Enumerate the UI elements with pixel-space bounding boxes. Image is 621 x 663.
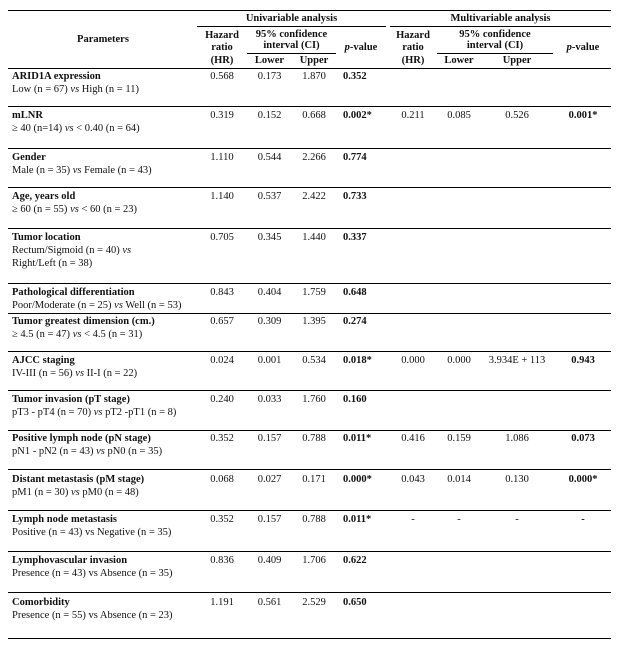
- uni-lower-cell: 0.537: [257, 191, 282, 202]
- row-comparison: [12, 368, 137, 380]
- row-rule: [8, 228, 611, 229]
- uni-p-cell: 0.018*: [343, 355, 372, 366]
- row-title: Distant metastasis (pM stage): [12, 474, 145, 485]
- uni-lower-cell: 0.345: [257, 232, 282, 243]
- header-bottom-rule: [8, 68, 611, 69]
- uni-p-cell: 0.622: [343, 555, 367, 566]
- uni-p-suffix: -value: [349, 42, 378, 53]
- uni-p-cell: 0.774: [343, 152, 367, 163]
- row-rule: [8, 592, 611, 593]
- uni-upper-cell: 0.668: [302, 110, 326, 121]
- row-rule: [8, 187, 611, 188]
- multi-p-cell: 0.001*: [568, 110, 598, 121]
- uni-hr-cell: 1.191: [210, 597, 234, 608]
- multi-p-cell: 0.943: [571, 355, 595, 366]
- row-rule: [8, 283, 611, 284]
- vs-text: vs: [114, 300, 123, 311]
- uni-hr-line3: (HR): [210, 55, 234, 66]
- row-rule: [8, 351, 611, 352]
- uni-lower-cell: 0.033: [257, 394, 282, 405]
- row-comparison: [12, 446, 162, 458]
- multi-lower-cell: -: [457, 514, 461, 525]
- uni-upper-cell: 0.534: [302, 355, 326, 366]
- multi-upper-cell: 0.526: [505, 110, 529, 121]
- row-title: Age, years old: [12, 191, 76, 202]
- row-comparison: [12, 527, 171, 539]
- uni-lower-cell: 0.001: [257, 355, 282, 366]
- uni-hr-cell: 0.319: [210, 110, 234, 121]
- vs-text: vs: [71, 487, 80, 498]
- row-comparison: [12, 329, 142, 341]
- multi-hr-cell: 0.211: [401, 110, 425, 121]
- uni-upper-cell: 2.529: [302, 597, 326, 608]
- row-rule: [8, 390, 611, 391]
- group-text: pT2 -pT1 (n = 8): [102, 407, 177, 418]
- uni-upper-cell: 2.266: [302, 152, 326, 163]
- group-text: pM1 (n = 30): [12, 487, 72, 498]
- uni-pvalue: [336, 42, 386, 54]
- row-title: Comorbidity: [12, 597, 70, 608]
- multi-hr-cell: 0.000: [401, 355, 425, 366]
- uni-p-cell: 0.337: [343, 232, 367, 243]
- row-rule: [8, 148, 611, 149]
- vs-text: vs: [93, 407, 103, 418]
- multi-upper: Upper: [502, 55, 532, 66]
- group-text: Female (n = 43): [81, 165, 152, 176]
- multi-upper-cell: -: [515, 514, 519, 525]
- row-comparison: [12, 407, 176, 419]
- uni-lower-cell: 0.157: [257, 433, 282, 444]
- uni-upper-cell: 0.171: [302, 474, 326, 485]
- multi-lower: Lower: [444, 55, 474, 66]
- group-text: Male (n = 35): [12, 165, 73, 176]
- uni-hr-line1: Hazard: [205, 30, 239, 41]
- uni-p-cell: 0.648: [343, 287, 367, 298]
- top-rule: [8, 10, 611, 11]
- row-title: Lymphovascular invasion: [12, 555, 128, 566]
- multi-p-cell: 0.073: [571, 433, 595, 444]
- vs-text: vs: [96, 446, 105, 457]
- row-title: ARID1A expression: [12, 71, 101, 82]
- uni-hr-cell: 0.240: [210, 394, 234, 405]
- uni-p-letter: p: [344, 42, 350, 53]
- multi-hr-cell: -: [411, 514, 415, 525]
- row-rule: [8, 638, 611, 639]
- row-rule: [8, 430, 611, 431]
- uni-lower-cell: 0.561: [257, 597, 282, 608]
- multi-ci-rule: [437, 53, 553, 54]
- uni-p-cell: 0.352: [343, 71, 367, 82]
- uni-upper-cell: 0.788: [302, 433, 326, 444]
- uni-lower-cell: 0.409: [257, 555, 282, 566]
- multi-upper-cell: 3.934E + 113: [488, 355, 546, 366]
- row-title: AJCC staging: [12, 355, 75, 366]
- multi-hr-cell: 0.043: [401, 474, 425, 485]
- uni-upper-cell: 1.870: [302, 71, 326, 82]
- uni-upper-cell: 1.440: [302, 232, 326, 243]
- uni-p-cell: 0.160: [343, 394, 367, 405]
- uni-hr-cell: 0.657: [210, 316, 234, 327]
- multi-ci-line1: 95% confidence: [459, 29, 531, 40]
- uni-hr-cell: 1.110: [210, 152, 234, 163]
- vs-text: vs: [75, 368, 85, 379]
- row-title: Tumor invasion (pT stage): [12, 394, 130, 405]
- row-comparison: [12, 568, 173, 580]
- univariable-rule: [197, 26, 386, 27]
- uni-hr-cell: 0.068: [210, 474, 234, 485]
- multi-hr-cell: 0.416: [401, 433, 425, 444]
- uni-hr-cell: 0.568: [210, 71, 234, 82]
- uni-lower-cell: 0.544: [257, 152, 282, 163]
- group-text: Poor/Moderate (n = 25): [12, 300, 115, 311]
- group-text: pN0 (n = 35): [104, 446, 163, 457]
- row-comparison: [12, 204, 137, 216]
- group-text: Rectum/Sigmoid (n = 40): [12, 245, 123, 256]
- uni-ci-line1: 95% confidence: [255, 29, 328, 40]
- uni-lower-cell: 0.173: [257, 71, 282, 82]
- uni-p-cell: 0.002*: [343, 110, 372, 121]
- uni-lower-cell: 0.157: [257, 514, 282, 525]
- row-rule: [8, 313, 611, 314]
- group-text: pT3 - pT4 (n = 70): [12, 407, 94, 418]
- multi-lower-cell: 0.085: [447, 110, 471, 121]
- uni-hr-cell: 0.352: [210, 514, 234, 525]
- uni-upper-cell: 1.760: [302, 394, 326, 405]
- uni-p-cell: 0.011*: [343, 514, 372, 525]
- multi-ci-line2: interval (CI): [466, 40, 524, 51]
- header-univariable: Univariable analysis: [245, 13, 338, 24]
- uni-hr-cell: 1.140: [210, 191, 234, 202]
- uni-p-cell: 0.733: [343, 191, 367, 202]
- uni-hr-cell: 0.705: [210, 232, 234, 243]
- group-text: < 4.5 (n = 31): [81, 329, 143, 340]
- group-text: IV-III (n = 56): [12, 368, 76, 379]
- multi-p-cell: -: [581, 514, 585, 525]
- uni-p-cell: 0.011*: [343, 433, 372, 444]
- uni-lower-cell: 0.152: [257, 110, 282, 121]
- row-comparison: [12, 123, 140, 135]
- uni-upper-cell: 2.422: [302, 191, 326, 202]
- group-text: Well (n = 53): [122, 300, 182, 311]
- uni-upper-cell: 1.759: [302, 287, 326, 298]
- group-text: pN1 - pN2 (n = 43): [12, 446, 97, 457]
- row-comparison: [12, 300, 181, 312]
- uni-p-cell: 0.650: [343, 597, 367, 608]
- row-title: mLNR: [12, 110, 43, 121]
- multi-p-suffix: -value: [571, 42, 600, 53]
- uni-upper-cell: 1.706: [302, 555, 326, 566]
- row-rule: [8, 106, 611, 107]
- multi-p-letter: p: [566, 42, 572, 53]
- row-comparison: [12, 610, 173, 622]
- uni-hr-cell: 0.836: [210, 555, 234, 566]
- group-text: Presence (n = 55) vs Absence (n = 23): [12, 610, 173, 621]
- multi-lower-cell: 0.014: [447, 474, 471, 485]
- vs-text: vs: [72, 165, 82, 176]
- multi-pvalue: [555, 42, 611, 54]
- uni-upper-cell: 1.395: [302, 316, 326, 327]
- row-title: Gender: [12, 152, 46, 163]
- uni-p-cell: 0.000*: [343, 474, 372, 485]
- uni-hr-cell: 0.843: [210, 287, 234, 298]
- uni-p-cell: 0.274: [343, 316, 367, 327]
- vs-text: vs: [122, 245, 132, 256]
- uni-hr-cell: 0.024: [210, 355, 234, 366]
- group-text: Presence (n = 43) vs Absence (n = 35): [12, 568, 173, 579]
- row-comparison-line2: Right/Left (n = 38): [12, 258, 93, 269]
- group-text: ≥ 4.5 (n = 47): [12, 329, 73, 340]
- row-title: Tumor location: [12, 232, 81, 243]
- multi-upper-cell: 0.130: [505, 474, 529, 485]
- group-text: ≥ 60 (n = 55): [12, 204, 71, 215]
- vs-text: vs: [70, 204, 79, 215]
- uni-ci-line2: interval (CI): [263, 40, 320, 51]
- uni-ci-rule: [247, 53, 336, 54]
- row-title: Positive lymph node (pN stage): [12, 433, 151, 444]
- multi-lower-cell: 0.000: [447, 355, 471, 366]
- group-text: ≥ 40 (n=14): [12, 123, 65, 134]
- group-text: pM0 (n = 48): [79, 487, 139, 498]
- uni-lower-cell: 0.309: [257, 316, 282, 327]
- vs-text: vs: [72, 329, 82, 340]
- multi-hr-line1: Hazard: [396, 30, 430, 41]
- multi-p-cell: 0.000*: [568, 474, 598, 485]
- header-parameters: Parameters: [77, 34, 129, 45]
- uni-lower-cell: 0.027: [257, 474, 282, 485]
- uni-upper-cell: 0.788: [302, 514, 326, 525]
- group-text: High (n = 11): [79, 84, 139, 95]
- row-comparison: [12, 487, 139, 499]
- group-text: Positive (n = 43) vs Negative (n = 35): [12, 527, 172, 538]
- multi-hr-line3: (HR): [401, 55, 425, 66]
- row-title: Tumor greatest dimension (cm.): [12, 316, 155, 327]
- multi-upper-cell: 1.086: [505, 433, 529, 444]
- uni-lower-cell: 0.404: [257, 287, 282, 298]
- row-rule: [8, 510, 611, 511]
- row-rule: [8, 469, 611, 470]
- group-text: II-I (n = 22): [84, 368, 138, 379]
- multivariable-rule: [390, 26, 611, 27]
- row-title: Pathological differentiation: [12, 287, 135, 298]
- row-comparison: [12, 165, 152, 177]
- group-text: < 0.40 (n = 64): [73, 123, 140, 134]
- row-rule: [8, 551, 611, 552]
- row-title: Lymph node metastasis: [12, 514, 118, 525]
- vs-text: vs: [70, 84, 80, 95]
- uni-hr-line2: ratio: [211, 42, 233, 53]
- group-text: < 60 (n = 23): [78, 204, 138, 215]
- uni-upper: Upper: [299, 55, 329, 66]
- row-comparison: [12, 245, 131, 257]
- group-text: Low (n = 67): [12, 84, 71, 95]
- header-multivariable: Multivariable analysis: [450, 13, 551, 24]
- multi-hr-line2: ratio: [402, 42, 424, 53]
- vs-text: vs: [64, 123, 74, 134]
- row-comparison: [12, 84, 139, 96]
- uni-lower: Lower: [254, 55, 285, 66]
- multi-lower-cell: 0.159: [447, 433, 471, 444]
- uni-hr-cell: 0.352: [210, 433, 234, 444]
